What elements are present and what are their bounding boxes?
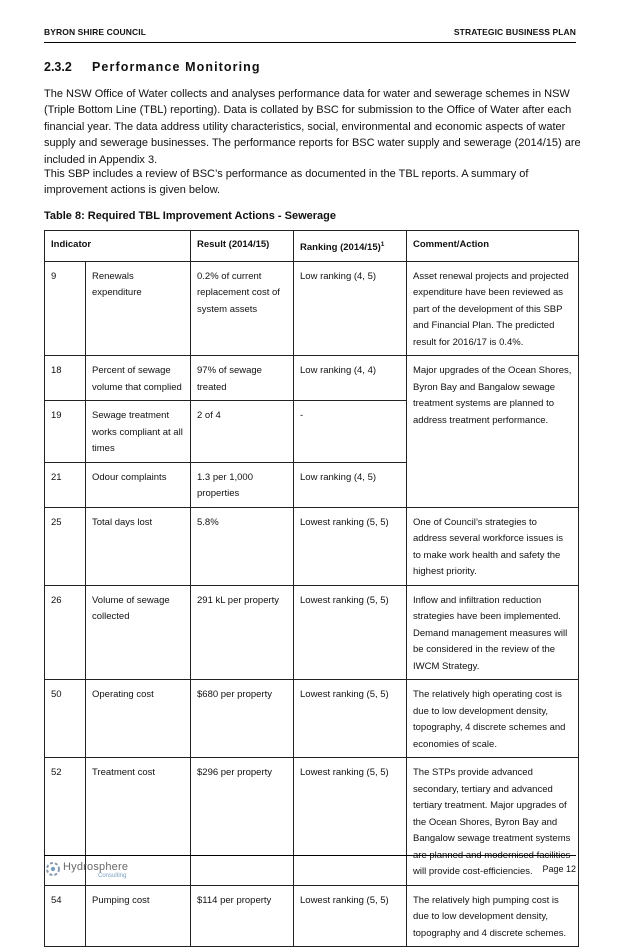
logo-subtitle: Consulting [98, 873, 127, 879]
result-cell: 291 kL per property [191, 585, 294, 680]
header-ranking-label: Ranking (2014/15) [300, 242, 381, 254]
comment-cell: The relatively high pumping cost is due to low development density, topography and 4 discrete schemes. [407, 885, 579, 947]
indicator-name: Total days lost [86, 507, 191, 585]
comment-cell: Inflow and infiltration reduction strategies have been implemented. Demand management measures will be considered in the review of the IWCM Strategy. [407, 585, 579, 680]
footer-divider [44, 855, 576, 856]
paragraph-intro: The NSW Office of Water collects and analyses performance data for water and sewerage schemes in NSW (Triple Bottom Line (TBL) reporting). Data is collated by BSC for submission to the Office of Water after each financial year. The data address utility characteristics, social, environmental and economic aspects of water supply and sewerage businesses. The performance reports for BSC water supply and sewerage (2014/15) are included in Appendix 3. [44, 88, 581, 166]
improvement-actions-table [44, 230, 579, 947]
result-cell: 1.3 per 1,000 properties [191, 462, 294, 507]
header-comment: Comment/Action [407, 231, 579, 262]
header-ranking [294, 231, 407, 262]
ranking-footnote-marker: 1 [380, 241, 385, 248]
result-cell: 0.2% of current replacement cost of system assets [191, 261, 294, 356]
indicator-number: 54 [45, 885, 86, 947]
ranking-cell: - [294, 401, 407, 463]
indicator-number: 9 [45, 261, 86, 356]
indicator-number: 25 [45, 507, 86, 585]
indicator-number: 21 [45, 462, 86, 507]
ranking-cell: Lowest ranking (5, 5) [294, 885, 407, 947]
table-row [45, 585, 579, 680]
result-cell: 2 of 4 [191, 401, 294, 463]
ranking-cell: Lowest ranking (5, 5) [294, 585, 407, 680]
indicator-name: Pumping cost [86, 885, 191, 947]
ranking-cell: Low ranking (4, 5) [294, 462, 407, 507]
ranking-cell: Low ranking (4, 4) [294, 356, 407, 401]
table-header-row [45, 231, 579, 262]
header-result: Result (2014/15) [191, 231, 294, 262]
table-row [45, 507, 579, 585]
indicator-name: Treatment cost [86, 758, 191, 886]
indicator-name: Percent of sewage volume that complied [86, 356, 191, 401]
comment-cell: The relatively high operating cost is due to low development density, topography, 4 discrete schemes and economies of scale. [407, 680, 579, 758]
page-header [44, 24, 576, 43]
table-row [45, 356, 579, 401]
result-cell: 5.8% [191, 507, 294, 585]
comment-cell: Major upgrades of the Ocean Shores, Byron Bay and Bangalow sewage treatment systems are planned to address treatment performance. [407, 356, 579, 508]
indicator-name: Renewals expenditure [86, 261, 191, 356]
table-caption: Table 8: Required TBL Improvement Actions - Sewerage [44, 210, 336, 222]
section-number: 2.3.2 [44, 60, 72, 74]
header-document-title: STRATEGIC BUSINESS PLAN [453, 27, 576, 37]
ranking-cell: Lowest ranking (5, 5) [294, 758, 407, 886]
paragraph-summary: This SBP includes a review of BSC’s performance as documented in the TBL reports. A summary of improvement actions is given below. [44, 168, 529, 197]
indicator-number: 26 [45, 585, 86, 680]
indicator-name: Sewage treatment works compliant at all times [86, 401, 191, 463]
comment-cell: The STPs provide advanced secondary, tertiary and advanced tertiary treatment. Major upgrades of the Ocean Shores, Byron Bay and Bangalow sewage treatment systems are planned and modernised facilities will provide cost-efficiencies. [407, 758, 579, 886]
result-cell: $296 per property [191, 758, 294, 886]
indicator-name: Operating cost [86, 680, 191, 758]
ranking-cell: Low ranking (4, 5) [294, 261, 407, 356]
table-row [45, 261, 579, 356]
ranking-cell: Lowest ranking (5, 5) [294, 680, 407, 758]
table-row [45, 885, 579, 947]
result-cell: 97% of sewage treated [191, 356, 294, 401]
header-organisation: BYRON SHIRE COUNCIL [44, 27, 147, 37]
indicator-number: 18 [45, 356, 86, 401]
comment-cell: One of Council’s strategies to address several workforce issues is to make work health and safety the highest priority. [407, 507, 579, 585]
table-row [45, 680, 579, 758]
hydrosphere-swirl-icon [44, 860, 62, 878]
result-cell: $680 per property [191, 680, 294, 758]
indicator-name: Odour complaints [86, 462, 191, 507]
indicator-number: 19 [45, 401, 86, 463]
section-title: Performance Monitoring [92, 60, 261, 74]
page-number: Page 12 [542, 864, 576, 874]
comment-cell: Asset renewal projects and projected expenditure have been reviewed as part of the development of this SBP and Financial Plan. The predicted result for 2016/17 is 0.4%. [407, 261, 579, 356]
header-indicator: Indicator [45, 231, 191, 262]
ranking-cell: Lowest ranking (5, 5) [294, 507, 407, 585]
indicator-number: 52 [45, 758, 86, 886]
logo-wordmark: Hydrosphere [63, 861, 129, 873]
indicator-number: 50 [45, 680, 86, 758]
indicator-name: Volume of sewage collected [86, 585, 191, 680]
section-heading [44, 60, 261, 74]
result-cell: $114 per property [191, 885, 294, 947]
